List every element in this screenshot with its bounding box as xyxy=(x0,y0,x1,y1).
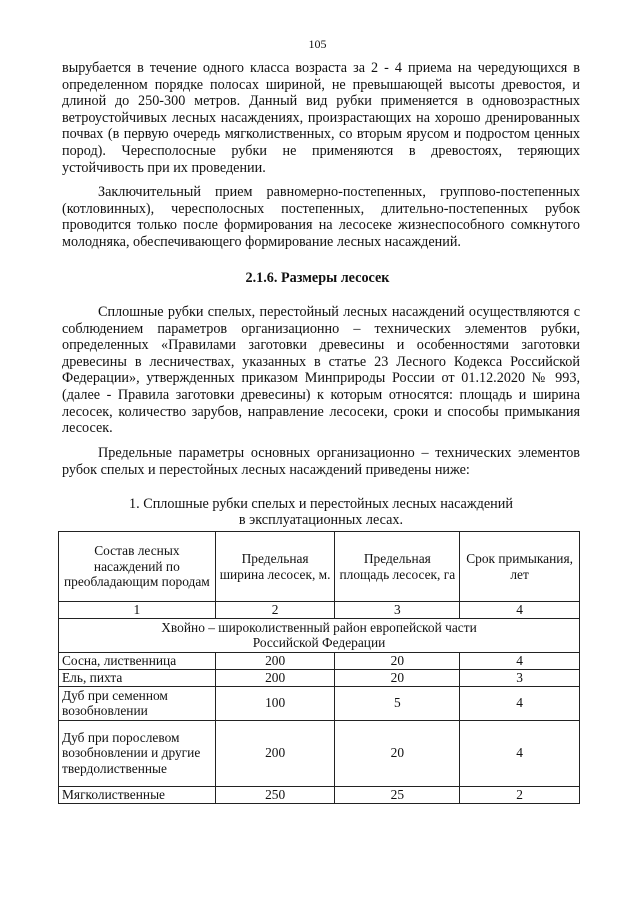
table-header-row xyxy=(59,532,580,602)
table-row xyxy=(59,720,580,786)
area-cell: 20 xyxy=(335,669,460,686)
species-cell: Дуб при семенном возобновлении xyxy=(59,686,216,720)
header-width: Предельная ширина лесосек, м. xyxy=(215,532,335,602)
species-cell: Сосна, лиственница xyxy=(59,652,216,669)
area-cell: 25 xyxy=(335,786,460,803)
term-cell: 4 xyxy=(460,652,580,669)
table-number-row xyxy=(59,602,580,619)
table-row xyxy=(59,652,580,669)
paragraph-limit-parameters: Предельные параметры основных организационно – технических элементов рубок спелых и перестойных лесных насаждений приведены ниже: xyxy=(62,445,580,478)
header-number-3: 3 xyxy=(335,602,460,619)
header-number-2: 2 xyxy=(215,602,335,619)
width-cell: 250 xyxy=(215,786,335,803)
species-cell: Мягколиственные xyxy=(59,786,216,803)
width-cell: 200 xyxy=(215,720,335,786)
area-cell: 20 xyxy=(335,720,460,786)
header-species: Состав лесных насаждений по преобладающим породам xyxy=(59,532,216,602)
paragraph-strip-cutting: вырубается в течение одного класса возраста за 2 - 4 приема на чередующихся в определенном порядке полосах шириной, не превышающей высоты древостоя, и длиной до 250-300 метров. Данный вид рубки применяется в одновозрастных ветроустойчивых лесных насаждениях, произрастающих на хорошо дренированных почвах (в первую очередь мягколиственных, со вторым ярусом и подростом ценных пород). Чересполосные рубки не применяются в древостоях, теряющих устойчивость при их проведении. xyxy=(62,60,580,176)
table-region-row xyxy=(59,618,580,652)
paragraph-clear-cutting-rules: Сплошные рубки спелых, перестойный лесных насаждений осуществляются с соблюдением параметров организационно – технических элементов рубки, определенных «Правилами заготовки древесины и особенностями заготовки древесины в лесничествах, указанных в статье 23 Лесного Кодекса Российской Федерации», утвержденных приказом Минприроды России от 01.12.2020 № 993, (далее - Правила заготовки древесины) к которым относятся: площадь и ширина лесосек, количество зарубов, направление лесосеки, сроки и способы примыкания лесосек. xyxy=(62,304,580,437)
width-cell: 200 xyxy=(215,669,335,686)
width-cell: 200 xyxy=(215,652,335,669)
term-cell: 4 xyxy=(460,720,580,786)
table-caption-line-1: 1. Сплошные рубки спелых и перестойных лесных насаждений xyxy=(129,496,513,512)
header-area: Предельная площадь лесосек, га xyxy=(335,532,460,602)
region-title: Хвойно – широколиственный район европейской части Российской Федерации xyxy=(59,618,580,652)
paragraph-final-cut: Заключительный прием равномерно-постепенных, группово-постепенных (котловинных), чересполосных постепенных, длительно-постепенных рубок проводится только после формирования на лесосеке жизнеспособного сомкнутого молодняка, обеспечивающего формирование лесных насаждений. xyxy=(62,184,580,250)
cutting-parameters-table xyxy=(58,531,580,804)
area-cell: 20 xyxy=(335,652,460,669)
term-cell: 4 xyxy=(460,686,580,720)
species-cell: Ель, пихта xyxy=(59,669,216,686)
table-row xyxy=(59,669,580,686)
table-row xyxy=(59,786,580,803)
table-caption-line-2: в эксплуатационных лесах. xyxy=(238,512,404,528)
header-term: Срок примыкания, лет xyxy=(460,532,580,602)
term-cell: 2 xyxy=(460,786,580,803)
page-number: 105 xyxy=(308,37,327,51)
table-caption xyxy=(62,496,580,528)
section-heading: 2.1.6. Размеры лесосек xyxy=(245,270,390,286)
header-number-1: 1 xyxy=(59,602,216,619)
term-cell: 3 xyxy=(460,669,580,686)
species-cell: Дуб при порослевом возобновлении и другие твердолиственные xyxy=(59,720,216,786)
header-number-4: 4 xyxy=(460,602,580,619)
width-cell: 100 xyxy=(215,686,335,720)
area-cell: 5 xyxy=(335,686,460,720)
table-row xyxy=(59,686,580,720)
